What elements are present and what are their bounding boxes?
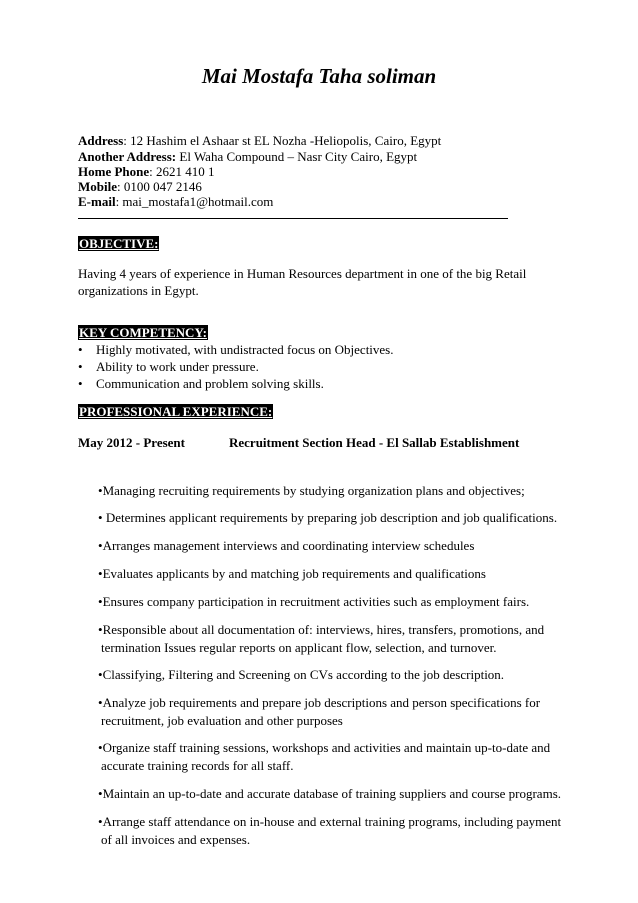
bullet-icon: • [98, 538, 103, 553]
email-line [78, 194, 273, 210]
duty-text: Maintain an up-to-date and accurate database of training suppliers and course programs. [102, 786, 562, 801]
bullet-icon: • [98, 483, 103, 498]
duty-item [98, 694, 540, 730]
home-phone-value: : 2621 410 1 [149, 164, 215, 179]
duty-text: Managing recruiting requirements by studying organization plans and objectives; [102, 483, 525, 498]
bullet-icon: • [78, 342, 83, 357]
experience-heading: PROFESSIONAL EXPERIENCE: [79, 404, 273, 419]
bullet-icon: • [98, 566, 103, 581]
email-value: : mai_mostafa1@hotmail.com [115, 194, 274, 209]
duty-item [98, 739, 550, 775]
address-line [78, 133, 441, 149]
bullet-icon: • [98, 740, 103, 755]
duty-text: Classifying, Filtering and Screening on CVs according to the job description. [102, 667, 505, 682]
bullet-icon: • [78, 359, 83, 374]
duty-text: Responsible about all documentation of: interviews, hires, transfers, promotions, and [102, 622, 545, 637]
duty-text-continued: accurate training records for all staff. [101, 758, 294, 773]
competency-heading: KEY COMPETENCY: [79, 325, 207, 340]
competency-text: Ability to work under pressure. [96, 359, 259, 374]
email-label: E-mail [78, 194, 116, 209]
duty-text-continued: termination Issues regular reports on applicant flow, selection, and turnover. [101, 640, 497, 655]
duty-item [98, 509, 557, 527]
bullet-icon: • [78, 376, 83, 391]
bullet-icon: • [98, 786, 103, 801]
another-address-value: El Waha Compound – Nasr City Cairo, Egypt [176, 149, 418, 164]
duty-text: Analyze job requirements and prepare job descriptions and person specifications for [102, 695, 541, 710]
another-address-label: Another Address: [78, 149, 177, 164]
mobile-label: Mobile [78, 179, 117, 194]
duty-item [98, 785, 561, 803]
duty-item [98, 621, 544, 657]
duty-text: Determines applicant requirements by preparing job description and job qualifications. [102, 510, 558, 525]
bullet-icon: • [98, 622, 103, 637]
competency-item [78, 376, 324, 392]
home-phone-line [78, 164, 215, 180]
candidate-name: Mai Mostafa Taha soliman [201, 64, 437, 88]
competency-text: Communication and problem solving skills. [96, 376, 324, 391]
duty-text: Arranges management interviews and coordinating interview schedules [102, 538, 475, 553]
duty-text: Arrange staff attendance on in-house and external training programs, including payment [102, 814, 562, 829]
address-label: Address [78, 133, 124, 148]
address-value: : 12 Hashim el Ashaar st EL Nozha -Heliopolis, Cairo, Egypt [123, 133, 442, 148]
objective-line-2: organizations in Egypt. [78, 283, 199, 298]
duty-item [98, 482, 525, 500]
duty-item [98, 813, 561, 849]
bullet-icon: • [98, 667, 103, 682]
mobile-value: : 0100 047 2146 [117, 179, 202, 194]
mobile-line [78, 179, 202, 195]
competency-item [78, 359, 259, 375]
duty-item [98, 537, 474, 555]
duty-text: Organize staff training sessions, workshops and activities and maintain up-to-date and [102, 740, 551, 755]
bullet-icon: • [98, 594, 103, 609]
objective-line-1: Having 4 years of experience in Human Resources department in one of the big Retail [78, 266, 527, 281]
duty-text-continued: recruitment, job evaluation and other purposes [101, 713, 343, 728]
home-phone-label: Home Phone [78, 164, 150, 179]
bullet-icon: • [98, 510, 103, 525]
objective-heading: OBJECTIVE: [79, 236, 159, 251]
duty-item [98, 565, 486, 583]
bullet-icon: • [98, 695, 103, 710]
header-divider [78, 218, 508, 219]
duty-text: Evaluates applicants by and matching job requirements and qualifications [102, 566, 486, 581]
duty-text-continued: of all invoices and expenses. [101, 832, 251, 847]
experience-role: Recruitment Section Head - El Sallab Establishment [229, 435, 520, 450]
another-address-line [78, 149, 417, 165]
competency-item [78, 342, 394, 358]
bullet-icon: • [98, 814, 103, 829]
duty-text: Ensures company participation in recruitment activities such as employment fairs. [102, 594, 530, 609]
duty-item [98, 593, 529, 611]
duty-item [98, 666, 504, 684]
experience-period: May 2012 - Present [78, 435, 185, 450]
competency-text: Highly motivated, with undistracted focus on Objectives. [96, 342, 394, 357]
